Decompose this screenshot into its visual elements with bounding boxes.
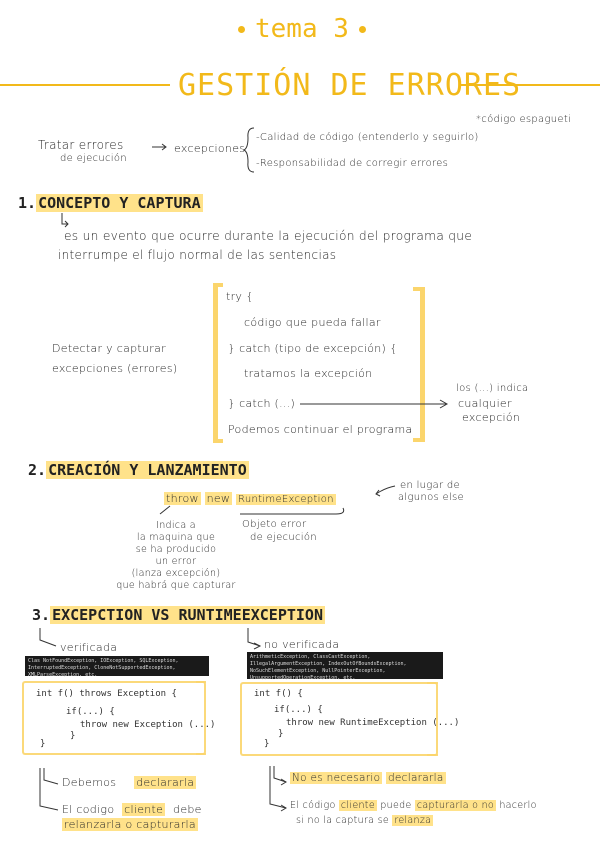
- intro-brace: [244, 128, 254, 172]
- left-code-l2: if(...) {: [66, 707, 115, 717]
- intro-left-line2: de ejecución: [60, 153, 127, 164]
- section1-definition-line2: interrumpe el flujo normal de las sentencias: [58, 248, 337, 262]
- runtime-class: RuntimeException: [238, 494, 334, 505]
- right-result2-mid: puede: [380, 800, 412, 811]
- right-result2b-pre: si no la captura se: [296, 815, 390, 826]
- unchecked-label: no verificada: [264, 638, 340, 651]
- code-catch2: } catch (...): [228, 397, 296, 410]
- section1-down-arrow: [62, 213, 68, 224]
- left-result2-pre: El codigo: [62, 803, 115, 816]
- left-result1-pre: Debemos: [62, 776, 117, 789]
- right-result1-hl: declararla: [387, 772, 444, 784]
- right-result1-pre: No es necesario: [292, 772, 381, 784]
- throw-left-arrow: [160, 506, 170, 514]
- section3-number: 3.: [32, 606, 51, 624]
- intro-middle: excepciones: [174, 142, 246, 155]
- left-note-line: se ha producido: [135, 544, 217, 555]
- checked-arrow: [40, 628, 56, 646]
- left-result2b-hl: relanzarla o capturarla: [64, 818, 196, 831]
- section2-title: CREACIÓN Y LANZAMIENTO: [48, 461, 247, 479]
- intro-item1: -Calidad de código (entenderlo y seguirlo): [256, 132, 479, 143]
- detect-label-line2: excepciones (errores): [52, 362, 178, 375]
- unchecked-exceptions-box: ArithmeticException, ClassCastException, IllegalArgumentException, IndexOutOfBoundsException, NoSuchElementException, NullPointerException, UnsupportedOperationException, etc.: [247, 652, 443, 679]
- code-catch1: } catch (tipo de excepción) {: [228, 342, 398, 355]
- page-title: GESTIÓN DE ERRORES: [178, 68, 522, 103]
- left-note-line: (lanza excepción): [131, 568, 221, 579]
- right-result2-arrow-head: [281, 805, 286, 811]
- section2-right-note-line1: Objeto error: [242, 519, 307, 530]
- throw-keyword: throw: [166, 492, 199, 505]
- right-result2b-hl: relanza: [394, 815, 432, 826]
- dots-note-line1: los (...) indica: [456, 383, 529, 394]
- spaghetti-note: *código espagueti: [476, 114, 572, 125]
- section1-number: 1.: [18, 194, 37, 212]
- right-code-l4: }: [278, 729, 284, 739]
- left-code-l1: int f() throws Exception {: [36, 689, 177, 699]
- section3-title: EXCEPCTION VS RUNTIMEEXCEPTION: [52, 606, 323, 624]
- throw-right-brace: [240, 508, 344, 514]
- right-result2-pre: El código: [290, 800, 336, 811]
- right-result2-hl2: capturarla o no: [416, 800, 495, 811]
- dots-note-line2: cualquier: [458, 397, 512, 410]
- new-keyword: new: [206, 492, 231, 505]
- unchecked-arrow-head: [254, 643, 260, 649]
- right-result2-arrow: [270, 766, 286, 808]
- left-code-l4: }: [70, 731, 76, 741]
- left-note-line: que habrá que capturar: [116, 580, 236, 591]
- checked-exceptions-box: Clas NotFoundException, IOException, SQLException, InterruptedException, CloneNotSupportedException, XMLParseException, etc.: [25, 656, 209, 676]
- right-code-l5: }: [264, 739, 270, 749]
- right-result2-post: hacerlo: [499, 800, 537, 811]
- section2-side-note-line2: algunos else: [398, 492, 464, 503]
- left-code-l3: throw new Exception (...): [80, 720, 216, 730]
- right-code-l2: if(...) {: [274, 705, 323, 715]
- left-code-l5: }: [40, 739, 46, 749]
- code-after: Podemos continuar el programa: [228, 423, 413, 436]
- section1-title: CONCEPTO Y CAPTURA: [38, 194, 201, 212]
- dots-note-line3: excepción: [462, 411, 521, 424]
- topic-label: tema 3: [255, 14, 349, 44]
- right-result1-arrow-head: [281, 779, 286, 785]
- left-result2-hl: cliente: [124, 803, 164, 816]
- right-result2-hl1: cliente: [340, 800, 375, 811]
- section2-number: 2.: [28, 461, 47, 479]
- right-result1-arrow: [274, 766, 286, 782]
- left-result1-hl: declararla: [136, 776, 195, 789]
- code-body1: código que pueda fallar: [244, 316, 381, 329]
- left-result1-arrow: [44, 768, 58, 784]
- detect-label-line1: Detectar y capturar: [52, 342, 166, 355]
- left-note-line: un error: [155, 556, 197, 567]
- left-result2-post: debe: [173, 803, 202, 816]
- intro-item2: -Responsabilidad de corregir errores: [256, 158, 449, 169]
- left-note-line: la maquina que: [136, 532, 216, 543]
- left-note-line: Indica a: [156, 520, 196, 531]
- left-result2-arrow: [40, 768, 58, 810]
- right-code-l1: int f() {: [254, 689, 303, 699]
- code-body2: tratamos la excepción: [244, 367, 373, 380]
- checked-label: verificada: [60, 641, 118, 654]
- code-try: try {: [226, 290, 254, 303]
- right-code-l3: throw new RuntimeException (...): [286, 718, 460, 728]
- section1-definition-line1: es un evento que ocurre durante la ejecución del programa que: [64, 229, 473, 243]
- section2-side-note-line1: en lugar de: [400, 480, 461, 491]
- section2-right-note-line2: de ejecución: [250, 532, 317, 543]
- intro-left-line1: Tratar errores: [38, 138, 124, 152]
